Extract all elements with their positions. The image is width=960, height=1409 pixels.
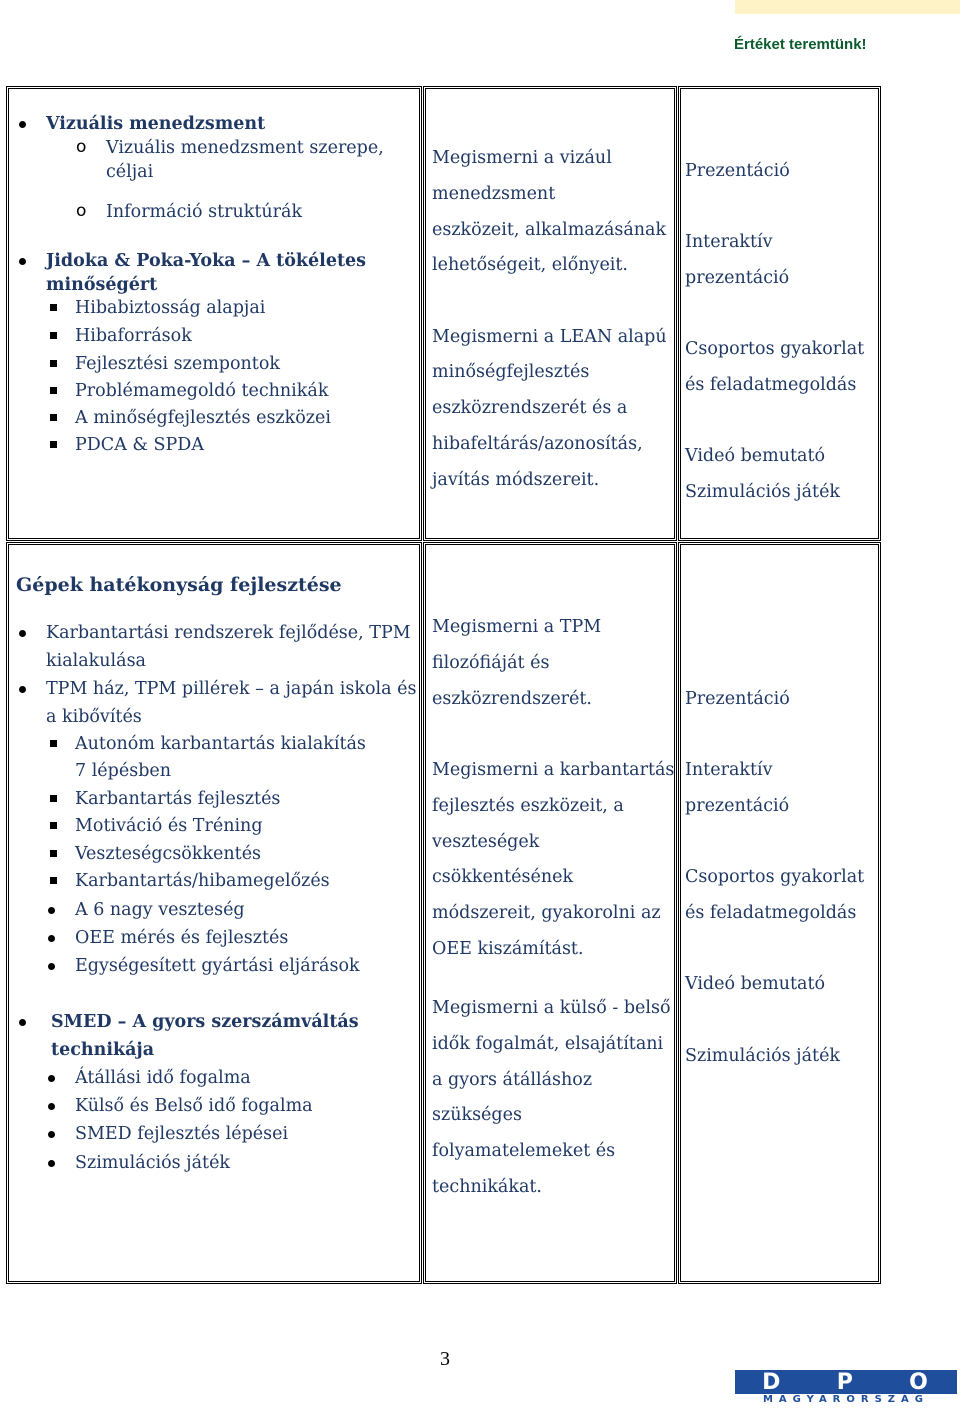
goal-text: módszereit, gyakorolni az <box>432 903 661 923</box>
list-item: Fejlesztési szempontok <box>75 354 280 374</box>
method-text: Szimulációs játék <box>685 1046 841 1066</box>
goal-text: Megismerni a karbantartás <box>432 760 675 780</box>
goal-text: a gyors átálláshoz <box>432 1070 593 1090</box>
list-item: SMED fejlesztés lépései <box>75 1124 289 1144</box>
goal-text: veszteségek <box>432 832 540 852</box>
square-bullet-icon <box>50 441 57 448</box>
logo-letter: D <box>762 1369 783 1395</box>
circle-bullet-icon: o <box>76 201 87 221</box>
bullet-icon <box>19 121 26 128</box>
goal-text: fejlesztés eszközeit, a <box>432 796 624 816</box>
goal-text: hibafeltárás/azonosítás, <box>432 434 643 454</box>
square-bullet-icon <box>50 304 57 311</box>
goal-text: menedzsment <box>432 184 556 204</box>
logo-letter: P <box>836 1369 855 1395</box>
list-item: OEE mérés és fejlesztés <box>75 928 289 948</box>
bullet-icon <box>48 935 55 942</box>
list-item: 7 lépésben <box>75 761 172 781</box>
goal-text: technikákat. <box>432 1177 542 1197</box>
table-cell-methods-1 <box>678 86 881 541</box>
header-bar <box>735 0 960 14</box>
tagline: Értéket teremtünk! <box>734 36 867 53</box>
method-text: Szimulációs játék <box>685 482 841 502</box>
method-text: Prezentáció <box>685 689 790 709</box>
square-bullet-icon <box>50 850 57 857</box>
topic-title: minőségért <box>46 275 158 295</box>
list-item: Egységesített gyártási eljárások <box>75 956 360 976</box>
topic-title: Jidoka & Poka-Yoka – A tökéletes <box>46 251 367 271</box>
topic-title: technikája <box>51 1040 155 1060</box>
method-text: prezentáció <box>685 268 790 288</box>
logo-subtitle: MAGYARORSZÁG <box>735 1394 957 1406</box>
list-item: PDCA & SPDA <box>75 435 204 455</box>
bullet-icon <box>19 630 26 637</box>
list-item: A minőségfejlesztés eszközei <box>75 408 331 428</box>
bullet-icon <box>48 963 55 970</box>
square-bullet-icon <box>50 877 57 884</box>
method-text: Interaktív <box>685 760 773 780</box>
method-text: Videó bemutató <box>685 446 826 466</box>
logo-letter: O <box>909 1369 930 1395</box>
list-item: Motiváció és Tréning <box>75 816 263 836</box>
goal-text: lehetőségeit, előnyeit. <box>432 255 628 275</box>
bullet-icon <box>48 1131 55 1138</box>
bullet-icon <box>19 1019 26 1026</box>
method-text: és feladatmegoldás <box>685 375 857 395</box>
goal-text: javítás módszereit. <box>432 470 600 490</box>
list-item: Átállási idő fogalma <box>75 1068 251 1088</box>
list-item: Külső és Belső idő fogalma <box>75 1096 313 1116</box>
square-bullet-icon <box>50 387 57 394</box>
square-bullet-icon <box>50 795 57 802</box>
goal-text: Megismerni a külső - belső <box>432 998 671 1018</box>
square-bullet-icon <box>50 740 57 747</box>
list-item: Karbantartás fejlesztés <box>75 789 281 809</box>
method-text: prezentáció <box>685 796 790 816</box>
goal-text: csökkentésének <box>432 867 574 887</box>
goal-text: eszközeit, alkalmazásának <box>432 220 667 240</box>
bullet-icon <box>48 1075 55 1082</box>
goal-text: Megismerni a TPM <box>432 617 602 637</box>
bullet-icon <box>48 907 55 914</box>
goal-text: szükséges <box>432 1105 522 1125</box>
bullet-icon <box>48 1103 55 1110</box>
square-bullet-icon <box>50 360 57 367</box>
list-item: TPM ház, TPM pillérek – a japán iskola és <box>46 679 417 699</box>
method-text: Interaktív <box>685 232 773 252</box>
list-item: Karbantartás/hibamegelőzés <box>75 871 330 891</box>
list-item: Hibaforrások <box>75 326 192 346</box>
subtopic: Vizuális menedzsment szerepe, <box>106 138 384 158</box>
goal-text: folyamatelemeket és <box>432 1141 616 1161</box>
circle-bullet-icon: o <box>76 137 87 157</box>
bullet-icon <box>19 258 26 265</box>
list-item: Autonóm karbantartás kialakítás <box>75 734 366 754</box>
goal-text: Megismerni a LEAN alapú <box>432 327 667 347</box>
list-item: A 6 nagy veszteség <box>75 900 245 920</box>
goal-text: idők fogalmát, elsajátítani <box>432 1034 664 1054</box>
method-text: Csoportos gyakorlat <box>685 339 865 359</box>
square-bullet-icon <box>50 332 57 339</box>
bullet-icon <box>19 686 26 693</box>
page-number: 3 <box>440 1348 450 1370</box>
square-bullet-icon <box>50 414 57 421</box>
method-text: Prezentáció <box>685 161 790 181</box>
list-item: Veszteségcsökkentés <box>75 844 262 864</box>
goal-text: filozófiáját és <box>432 653 550 673</box>
goal-text: eszközrendszerét és a <box>432 398 628 418</box>
topic-title: SMED – A gyors szerszámváltás <box>51 1012 359 1032</box>
method-text: Videó bemutató <box>685 974 826 994</box>
square-bullet-icon <box>50 822 57 829</box>
list-item: Problémamegoldó technikák <box>75 381 329 401</box>
topic-title: Vizuális menedzsment <box>46 114 266 134</box>
list-item: Karbantartási rendszerek fejlődése, TPM <box>46 623 411 643</box>
company-logo <box>735 1370 957 1406</box>
list-item: a kibővítés <box>46 707 142 727</box>
bullet-icon <box>48 1160 55 1167</box>
logo-letters <box>735 1370 957 1394</box>
goal-text: minőségfejlesztés <box>432 362 590 382</box>
list-item: Szimulációs játék <box>75 1153 231 1173</box>
method-text: és feladatmegoldás <box>685 903 857 923</box>
subtopic: céljai <box>106 162 154 182</box>
section-heading: Gépek hatékonyság fejlesztése <box>16 574 342 596</box>
goal-text: Megismerni a vizául <box>432 148 612 168</box>
list-item: Hibabiztosság alapjai <box>75 298 266 318</box>
goal-text: eszközrendszerét. <box>432 689 592 709</box>
subtopic: Információ struktúrák <box>106 202 303 222</box>
method-text: Csoportos gyakorlat <box>685 867 865 887</box>
goal-text: OEE kiszámítást. <box>432 939 584 959</box>
list-item: kialakulása <box>46 651 146 671</box>
